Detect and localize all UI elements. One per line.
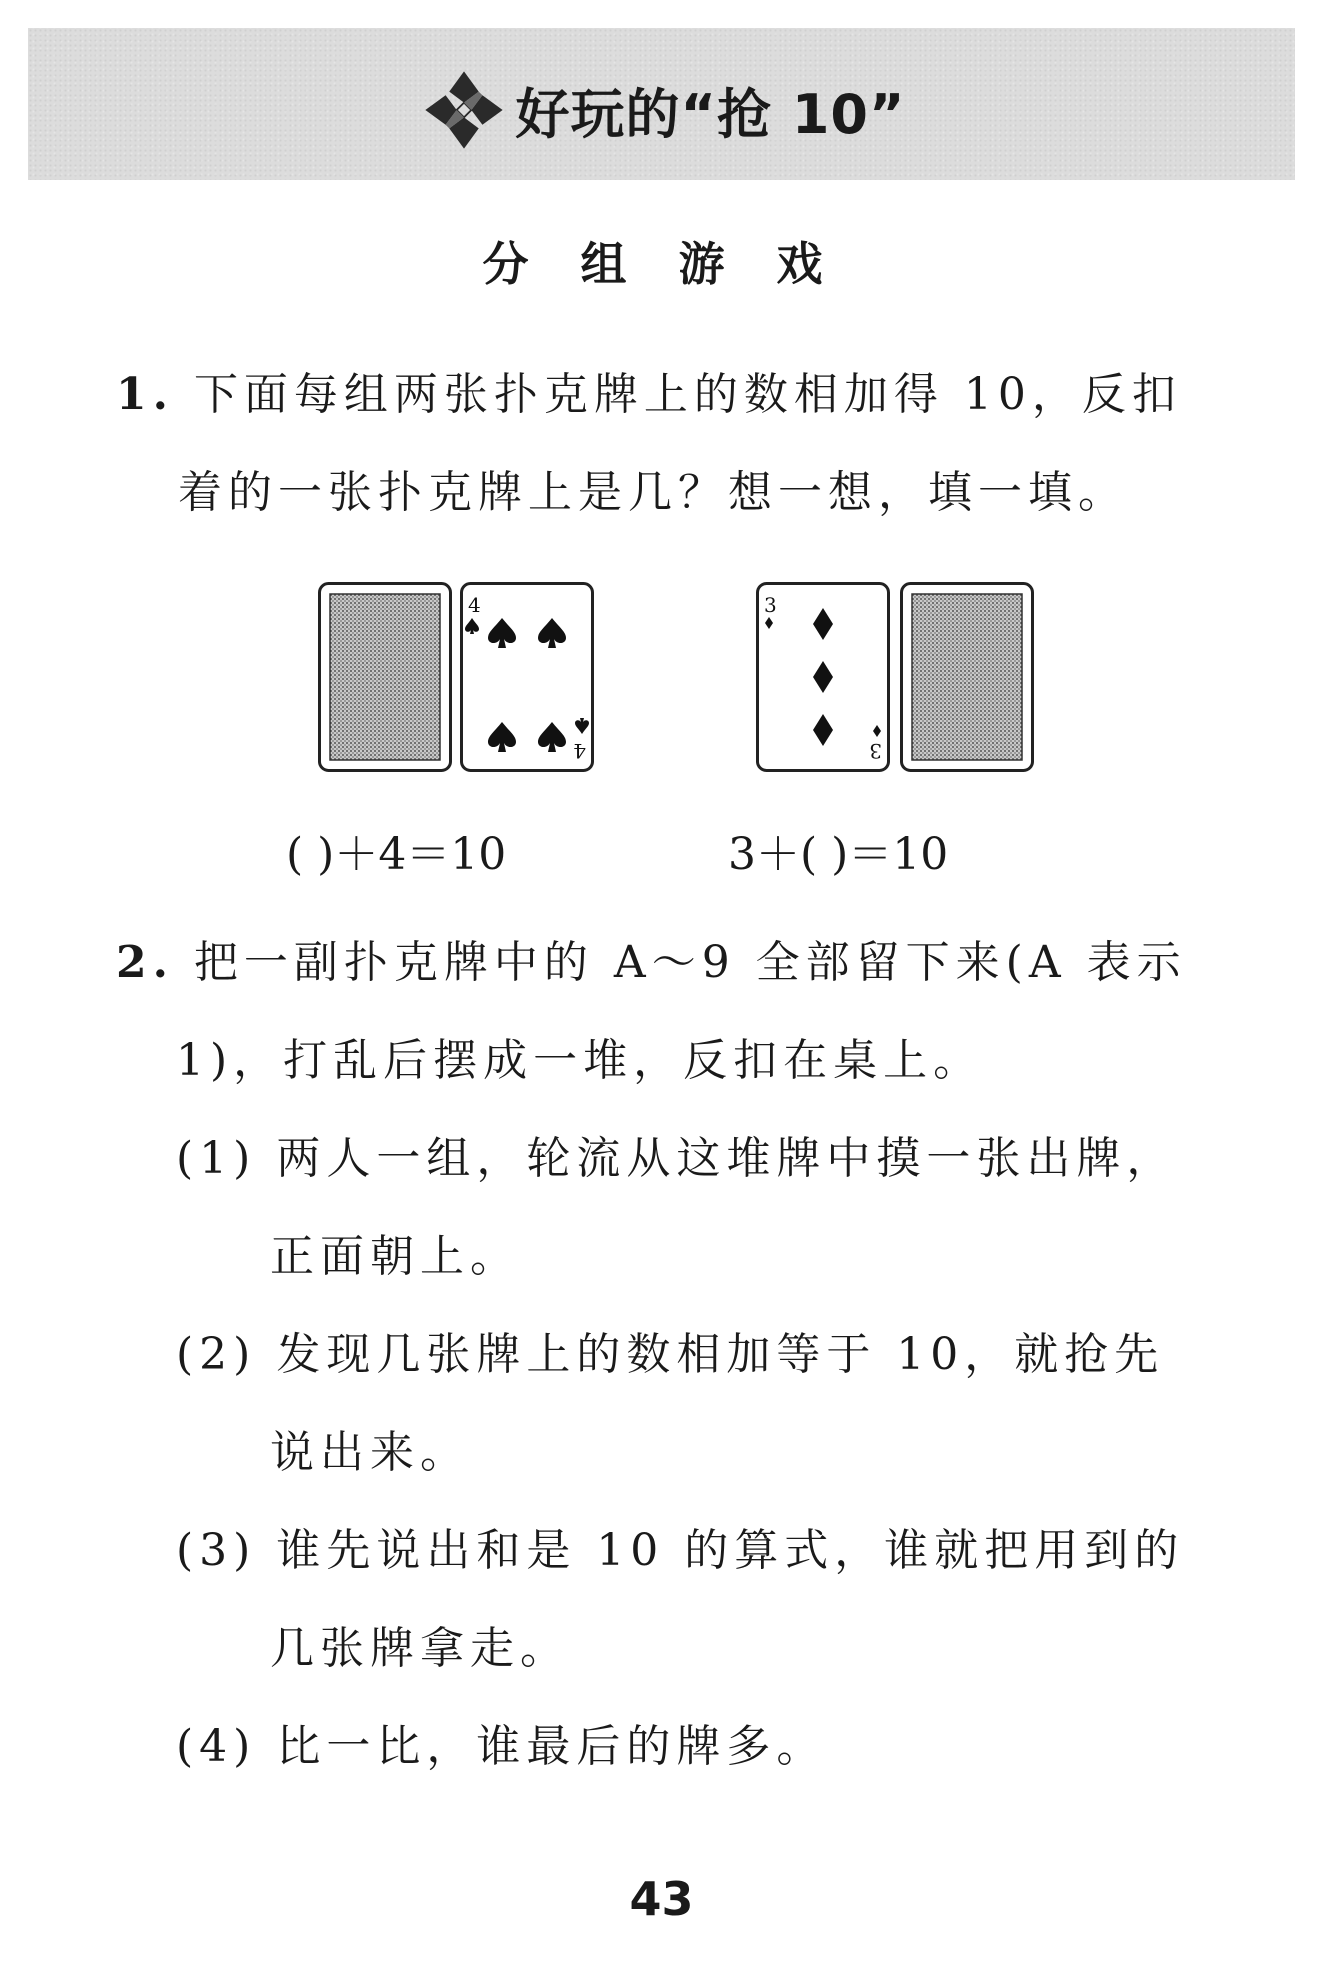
q2-line1 [116, 926, 1187, 990]
card-four-rank-top: 4 [468, 593, 481, 617]
q1-text-line1: 下面每组两张扑克牌上的数相加得 10，反扣 [193, 369, 1182, 420]
q2-step-3-label: (3) [176, 1525, 257, 1576]
q2-step-1-label: (1) [176, 1133, 257, 1184]
card-four-of-spades [460, 582, 594, 772]
banner-title [28, 28, 1295, 180]
q2-step-2 [176, 1318, 1164, 1382]
card-three-of-diamonds [756, 582, 890, 772]
q2-step-3 [176, 1514, 1184, 1578]
q2-step-1 [176, 1122, 1176, 1186]
q2-step-2-text: 发现几张牌上的数相加等于 10，就抢先 [276, 1329, 1165, 1380]
q1-text-line2: 着的一张扑克牌上是几？想一想，填一填。 [178, 467, 1128, 518]
pinwheel-icon [418, 64, 510, 156]
q1-line1 [116, 358, 1182, 422]
q2-step-2-text-line2: 说出来。 [270, 1427, 470, 1478]
q1-number: 1. [116, 369, 174, 420]
card-three-rank-top: 3 [764, 593, 777, 617]
card-three-rank-bottom: 3 [869, 739, 882, 763]
equation-2: 3＋( )＝10 [728, 829, 949, 880]
card-face-down-left [318, 582, 452, 772]
page-title: 好玩的“抢 10” [515, 82, 906, 146]
card-four-rank-bottom: 4 [573, 739, 586, 763]
q2-step-1-text: 两人一组，轮流从这堆牌中摸一张出牌， [276, 1133, 1177, 1184]
q2-step-3-text: 谁先说出和是 10 的算式，谁就把用到的 [276, 1525, 1185, 1576]
q2-step-4-text: 比一比，谁最后的牌多。 [276, 1721, 827, 1772]
card-face-down-right [900, 582, 1034, 772]
q2-text-line2: 1)，打乱后摆成一堆，反扣在桌上。 [176, 1035, 984, 1086]
equation-1: ( )＋4＝10 [286, 829, 507, 880]
q2-step-2-label: (2) [176, 1329, 257, 1380]
q2-step-4 [176, 1710, 826, 1774]
q2-step-3-text-line2: 几张牌拿走。 [270, 1623, 570, 1674]
q2-step-4-label: (4) [176, 1721, 257, 1772]
page-number: 43 [629, 1872, 694, 1926]
section-subtitle: 分 组 游 戏 [482, 237, 841, 291]
q2-number: 2. [116, 937, 174, 988]
q2-step-1-text-line2: 正面朝上。 [270, 1231, 520, 1282]
q2-text-line1: 把一副扑克牌中的 A～9 全部留下来(A 表示 [193, 937, 1187, 988]
header-banner [28, 28, 1295, 180]
